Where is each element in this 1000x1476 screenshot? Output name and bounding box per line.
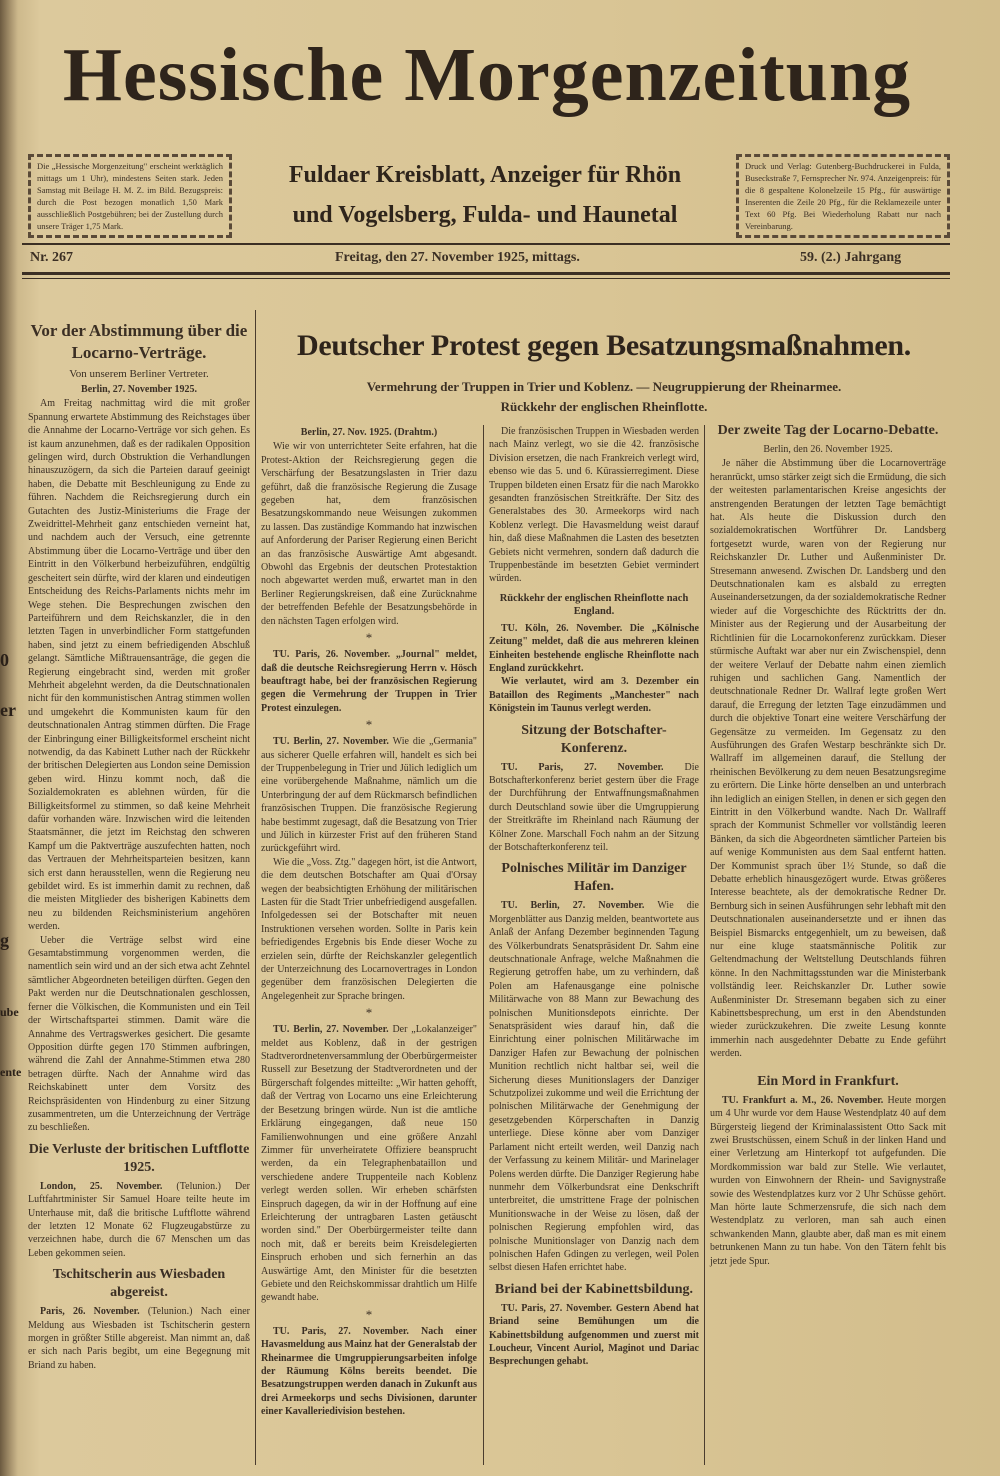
issue-number: Nr. 267 [30,250,74,265]
article-text: „Journal" meldet, daß die deutsche Reichsregierung Herrn v. Hösch beauftragt habe, bei der französischen Regierung gegen die Vermehrung der Truppen in Trier Protest einzulegen. [261,649,477,714]
article-text: Die Botschafterkonferenz beriet gestern über die Frage der Durchführung der Entwaffnungsmaßnahmen durch Deutschland sowie über die Umgruppierung der Streitkräfte im Rheinland nach Räumung der Kölner Zone. Marschall Foch nahm an der Sitzung der Botschafterkonferenz teil. [489,761,699,853]
article-title: Tschitscherin aus Wiesbaden abgereist. [52,1267,226,1301]
dateline: TU. Köln, 26. November. [501,622,623,634]
dateline: Paris, 26. November. [40,1306,140,1318]
main-deck-2: Rückkehr der englischen Rheinflotte. [500,399,708,414]
article-paragraph: Wie wir von unterrichteter Seite erfahren, hat die Protest-Aktion der Reichsregierung gegen die Verschärfung der Besatzungslasten in Trier dazu geführt, daß die französische Regierung die Zusage gegeben hat, dem französischen Besatzungskommando neue Weisungen zukommen zu lassen. Das zuständige Kommando hat inzwischen auf Anforderung der Pariser Regierung einen Bericht an das französische Auswärtige Amt abgesandt. Obwohl das Ergebnis der deutschen Protestaktion noch abgewartet werden muß, erwartet man in den Berliner Regierungskreisen, daß eine Zurücknahme der betreffenden Befehle der Besatzungsbehörde in den nächsten Tagen erfolgen wird. [261,441,477,627]
article-text: Die „Kölnische Zeitung" meldet, daß die aus mehreren kleinen Einheiten bestehende englische Rheinflotte nach England zurückkehrt. [489,622,699,674]
article-paragraph: Ueber die Verträge selbst wird eine Gesamtabstimmung vorgenommen werden, die namentlich sein wird und an der sich etwa acht Zehntel sämtlicher Abgeordneten beteiligen dürften. Gegen den Pakt werden nur die Deutschnationalen geschlossen, ferner die Völkischen, die Kommunisten und ein Teil der Wirtschaftspartei stimmen. Damit wäre die Annahme des Vertragswerkes gesichert. Die gesamte Opposition dürfte gegen 170 Stimmen aufbringen, während die Zahl der Annahme-Stimmen etwa 280 betragen dürfte. Nach der Annahme wird das Reichskabinett unter dem Vorsitz des Reichspräsidenten von Hindenburg zu einer Sitzung zusammentreten, um die Unterzeichnung der Verträge zu beschließen. [28,934,250,1134]
article-text: Heute morgen um 4 Uhr wurde vor dem Hause Westendplatz 40 auf dem Bürgersteig liegend der Kriminalassistent Otto Sack mit zwei Brustschüssen, einem Schuß in der linken Hand und einer Verletzung am Hinterkopf tot aufgefunden. Die Mordkommission war bald zur Stelle. Wie verlautet, wurden von Einwohnern der Rhein- und Savignystraße sowie des Westendplatzes kurz vor 2 Uhr Schüsse gehört. Man hörte laute Schmerzensrufe, die sich nach dem Westendplatz zu verloren, man sah auch einen schwankenden Mann, glaubte aber, daß man es mit einem betrunkenen Mann zu tun habe. Von den Tätern fehlt bis jetzt jede Spur. [710,1094,947,1267]
column-2 [261,425,477,1419]
column-rule [483,425,484,1465]
article-title: Briand bei der Kabinettsbildung. [494,1281,694,1297]
article-title: Ein Mord in Frankfurt. [757,1073,899,1089]
article-title: Rückkehr der englischen Rheinflotte nach England. [499,592,689,618]
separator-star: * [365,1005,373,1021]
main-deck-1: Vermehrung der Truppen in Trier und Koblenz. — Neugruppierung der Rheinarmee. [366,379,842,394]
edge-fragment: g [0,930,9,950]
edge-fragment: ube [0,1005,19,1019]
article-title: Polnisches Militär im Danziger Hafen. [501,861,687,895]
dateline: TU. Paris, 27. November. [273,1325,409,1337]
column-3 [489,425,699,1369]
article-paragraph: Je näher die Abstimmung über die Locarnoverträge heranrückt, umso stärker zeigt sich die Ermüdung, die sich der weitesten parlamentarischen Kreise angesichts der anstrengenden Beratungen der letzten Tage bemächtigt hat. Als heute die Diskussion durch den sozialdemokratischen Wortführer Dr. Landsberg fortgesetzt wurde, waren von der Regierung nur Reichskanzler Dr. Luther und Außenminister Dr. Stresemann anwesend. Zwischen Dr. Landsberg und den Deutschnationalen kam es alsbald zu erregten Auseinandersetzungen, da der sozialdemokratische Redner wieder auf die Vorgeschichte des Rücktritts der dn. Minister aus der Regierung und der Ausarbeitung der Richtlinien für die Locarnokonferenz zurückkam. Dieser stürmische Auftakt war aber nur ein Zwischenspiel, denn der weitere Verlauf der Debatte nahm einen ziemlich ruhigen und sachlichen Gang. Namentlich der deutschnationale Redner Dr. Wallraf legte großen Wert darauf, die Erregung der letzten Tage einzudämmen und durch die objektive Tonart eine weitere Verschärfung der Gegensätze zu vermeiden. Im Gegensatz zu den Ausführungen des Grafen Westarp beschränkte sich Dr. Wallraff im allgemeinen darauf, die Stellung der rheinischen Bevölkerung zu dem neuen Besatzungsregime zu erörtern. Die Linke hörte denselben an und unterbrach ihn lediglich an einigen Stellen, in denen er sich gegen den Eintritt in den Völkerbund wandte. Nach Dr. Wallraff sprach der Kommunist Schmeller vor vollständig leeren Bänken, da sich die Abgeordneten sämtlicher Parteien bis auf wenige Kommunisten aus dem Saal entfernt hatten. Der Kommunist sprach über 1½ Stunde, so daß die Debatte erheblich hinausgezögert wurde. Etwas größeres Interesse beachtete, als der demokratische Redner Dr. Bernburg sich in seinen Ausführungen sehr lebhaft mit den Deutschnationalen auseinandersetzte und er ihnen das Beispiel Bismarcks entgegenhielt, um zu beweisen, daß nur eine kluge staatsmännische Politik zur Geltendmachung der Weltstellung Deutschlands führen könne. In den Nachmittagsstunden war die Ministerbank vollständig leer. Reichskanzler Dr. Luther sowie Außenminister Dr. Stresemann begaben sich zu einer Kabinettsbesprechung, um erst in den Abendstunden wieder zurückzukehren. Die zweite Lesung konnte immerhin nach ausgedehnter Debatte zu Ende geführt werden. [710,458,946,1060]
dateline: TU. Paris, 27. November. [501,1302,613,1314]
edge-fragment: er [0,700,16,720]
article-text: Wie die Morgenblätter aus Danzig melden, beantwortete aus Anlaß der Anfang Dezember beginnenden Tagung des Völkerbundrats Senatspräsident Dr. Sahm eine deutschnationale Anfrage, welche Maßnahmen die Regierung getroffen habe, um zu verhindern, daß Polen am Hafenausgange eine polnische Militärwache von 88 Mann zur Bewachung des polnischen Munitionsdepots einrichte. Der Senatspräsident wies darauf hin, daß die Einrichtung einer polnischen Militärwache im Danziger Hafen zur Bewachung der polnischen Munition rechtlich nicht haltbar sei, weil die Sicherung dieses Munitionslagers der Danziger Schutzpolizei zukomme und weil die Errichtung der polnischen Militärwache der Genehmigung der gesetzgebenden Körperschaften in Danzig unterliege. Diese könne aber vom Danziger Parlament nicht erteilt werden, weil Danzig nach der Verfassung zu keinem Militär- und Marinelager Polens werden dürfte. Die Danziger Regierung habe nunmehr dem Völkerbundsrat eine Denkschrift unterbreitet, die umstrittene Frage der polnischen Munitionswache in der Weise zu lösen, daß der polnischen Regierung empfohlen wird, das polnische Munitionslager von Danzig nach dem polnischen Hafen Gdingen zu verlegen, weil Polen selbst diesen Hafen errichtet habe. [489,900,699,1274]
edge-fragment: ente [0,1065,22,1079]
dateline: Berlin, 27. November 1925. [81,384,197,395]
article-text: Der „Lokalanzeiger" meldet aus Koblenz, daß in der gestrigen Stadtverordnetenversammlung der Oberbürgermeister Russell zur Besetzung der Stadtverordneten und der Bürgerschaft folgendes mitteilte: „Wir hatten gehofft, daß der Vertrag von Locarno uns eine Erleichterung der Besetzung bringen würde. Nun ist die amtliche Erklärung eingegangen, daß neue 150 Familienwohnungen und eine größere Anzahl Zimmer für unverheiratete Offiziere beansprucht werden, da ein Telegraphenbataillon und verschiedene andere Truppenteile nach Koblenz verlegt werden sollen. Wir erheben schärfsten Einspruch dagegen, da wir in der Hoffnung auf eine Erleichterung der untragbaren Lasten getäuscht worden sind." Der Oberbürgermeister teilte dann noch mit, daß er bereits beim Kreisdelegierten Einspruch erhoben und sich fernerhin an das Auswärtige Amt, den Minister für die besetzten Gebiete und den Reichskommissar drahtlich um Hilfe gewandt habe. [261,1024,477,1304]
article-text: Nach einer Havasmeldung aus Mainz hat der Generalstab der Rheinarmee die Umgruppierungsarbeiten infolge der Räumung Kölns bereits beendet. Die Besatzungstruppen werden danach in Zukunft aus drei Armeekorps und sechs Divisionen, darunter einer Kavalleriedivision bestehen. [261,1325,478,1418]
dateline: Berlin, den 26. November 1925. [763,444,893,455]
dateline: TU. Frankfurt a. M., 26. November. [722,1094,884,1106]
column-rule [704,425,705,1465]
column-4 [710,422,946,1268]
dateline: Berlin, 27. Nov. 1925. (Drahtm.) [300,427,438,438]
masthead-subtitle-1: Fuldaer Kreisblatt, Anzeiger für Rhön [288,162,682,188]
dateline: TU. Berlin, 27. November. [273,736,389,748]
volume: 59. (2.) Jahrgang [800,250,902,265]
article-text: (Telunion.) Der Luftfahrtminister Sir Samuel Hoare teilte heute im Unterhause mit, daß die britische Luftflotte während der letzten 12 Monate 62 Flugzeugabstürze zu verzeichnen habe, durch die 67 Menschen um das Leben gekommen seien. [28,1180,250,1259]
rule [22,272,950,275]
masthead-subtitle-2: und Vogelsberg, Fulda- und Haunetal [292,202,678,228]
main-headline: Deutscher Protest gegen Besatzungsmaßnahmen. [297,329,911,362]
article-title: Der zweite Tag der Locarno-Debatte. [717,423,939,438]
article-paragraph: Wie verlautet, wird am 3. Dezember ein Bataillon des Regiments „Manchester" nach Königstein im Taunus verlegt werden. [489,676,699,715]
article-text: Gestern Abend hat Briand seine Bemühungen um die Kabinettsbildung aufgenommen und zuerst mit Loucheur, Vincent Auriol, Maginot und Dariac Besprechungen gehabt. [489,1302,700,1368]
edge-fragment: 0 [0,650,9,670]
article-title: Die Verluste der britischen Luftflotte 1925. [28,1141,250,1175]
byline: Von unserem Berliner Vertreter. [69,368,209,380]
dateline: London, 25. November. [40,1180,163,1192]
separator-star: * [365,1306,373,1322]
subscription-info-box: Die „Hessische Morgenzeitung" erscheint werktäglich mittags um 1 Uhr), mindestens Seiten stark. Jeden Samstag mit Beilage H. M. Z. im Bild. Bezugspreis: durch die Post bezogen monatlich 1,50 Mark ausschließlich Postgebühren; bei der Zustellung durch unsere Träger 1,75 Mark. [28,154,232,238]
column-1 [28,318,250,1372]
dateline: TU. Paris, 27. November. [501,761,664,773]
issue-date: Freitag, den 27. November 1925, mittags. [335,250,580,265]
rule [22,243,950,245]
article-paragraph: Am Freitag nachmittag wird die mit großer Spannung erwartete Abstimmung des Reichstages über die Annahme der Locarno-Verträge vor sich gehen. Es ist kaum anzunehmen, daß es der radikalen Opposition gelingen wird, durch Obstruktion die Verhandlungen hinauszuzögern, da sich die Parteien darauf geeinigt haben, die Debatte mit Beschleunigung zu Ende zu führen. Nachdem die Reichsregierung durch ein Gutachten des Justiz-Ministeriums die Frage der Zweidrittel-Mehrheit ganz entschieden verneint hat, und nachdem auch der Versuch, eine getrennte Abstimmung über die Locarno-Verträge und über den Eintritt in den Völkerbund herbeizuführen, endgültig gescheitert sein dürfte, wird der klaren und eindeutigen Entscheidung des Reichs-Parlaments nichts mehr im Wege stehen. Die Besprechungen zwischen den Parteiführern und dem Reichskanzler, die in den letzten Tagen in unverbindlicher Form stattgefunden haben, sind jetzt zu einem befriedigenden Abschluß gelangt. Sämtliche Mißtrauensanträge, die gegen die Regierung eingebracht sind, werden mit großer Mehrheit abgelehnt werden, da die Deutschnationalen nicht für den kommunistischen Antrag stimmen wollen und umgekehrt die Kommunisten kaum für den deutschnationalen Antrag stimmen dürften. Die Frage der Einbringung einer Billigkeitsformel erscheint nicht notwendig, da das Kabinett Luther nach der Rückkehr der britischen Delegierten aus London seine Demission geben wird. Hinzu kommt noch, daß die Sozialdemokraten es ablehnen würden, für die Billigkeitsformel zu stimmen, so daß keine Mehrheit dafür vorhanden wäre. Inzwischen wird die leitenden Staatsmänner, die jetzt im Reichstag den schweren Kampf um die Paktverträge auszufechten hatten, noch das Vertrauen der Mehrheitsparteien besitzen, kann sich erst dann herausstellen, wenn die Regierung neu gebildet wird. Es ist immerhin damit zu rechnen, daß die meisten Mitglieder des bisherigen Kabinetts dem neu zu bildenden Reichsministerium angehören werden. [28,398,250,933]
article-paragraph: Die französischen Truppen in Wiesbaden werden nach Mainz verlegt, wo sie die 42. französische Division ersetzen, die nach Frankreich verlegt wird, ebenso wie das 5. und 6. Kürassierregiment. Diese Truppen bildeten einen Ersatz für die nach Marokko gesandten französischen Streitkräfte. Der Sitz des Generalstabes des 30. Armeekorps wird nach Koblenz verlegt. Die Havasmeldung weist darauf hin, daß diese Maßnahmen die Lasten des besetzten Gebiets nicht vermehren, sondern daß dadurch die Truppenbestände im besetzten Gebiet vermindert würden. [489,426,699,585]
separator-star: * [365,630,373,646]
separator-star: * [365,717,373,733]
masthead-title: Hessische Morgenzeitung [62,33,912,117]
dateline: TU. Paris, 26. November. [273,649,391,661]
rule [22,278,950,279]
article-paragraph: Wie die „Voss. Ztg." dagegen hört, ist die Antwort, die dem deutschen Botschafter am Quai d'Orsay wegen der beabsichtigten Erhöhung der militärischen Lasten für die Stadt Trier unbefriedigend ausgefallen. Infolgedessen sei der Botschafter mit neuen Instruktionen versehen worden. Sollte in Paris kein befriedigendes Ergebnis bis Ende dieser Woche zu erzielen sein, dürfte der Reichskanzler gelegentlich der Unterzeichnung des Locarnovertrages in London gegenüber dem französischen Delegierten die Angelegenheit zur Sprache bringen. [261,856,477,1002]
column-rule [255,310,256,1465]
dateline: TU. Berlin, 27. November. [501,900,645,912]
dateline: TU. Berlin, 27. November. [273,1024,389,1036]
article-text: Wie die „Germania" aus sicherer Quelle erfahren will, handelt es sich bei der Truppenbelegung in Trier und Jülich lediglich um eine vorübergehende Maßnahme, nämlich um die Unterbringung der auf dem Rückmarsch befindlichen französischen Truppen. Die französische Regierung habe bestimmt zugesagt, daß die Besatzung von Trier und Jülich in kürzester Frist auf den früheren Stand zurückgeführt wird. [261,736,477,855]
publisher-info-box: Druck und Verlag: Gutenberg-Buchdruckerei in Fulda, Buseckstraße 7, Fernsprecher Nr. 974. Anzeigenpreis: für die 8 gespaltene Kolonelzeile 15 Pfg., für auswärtige Inserenten die Zeile 20 Pfg., für die Reklamezeile unter Text 60 Pfg. Bei Wiederholung Rabatt nur nach Vereinbarung. [736,154,950,238]
article-title: Sitzung der Botschafter-Konferenz. [521,722,667,756]
adjacent-page-edge [0,0,20,1476]
article-text: (Telunion.) Nach einer Meldung aus Wiesbaden ist Tschitscherin gestern morgen in größter Stille abgereist. Man nimmt an, daß er sich nach Paris begibt, um eine Begegnung mit Briand zu haben. [28,1306,250,1371]
article-title: Vor der Abstimmung über die Locarno-Verträge. [30,321,248,362]
